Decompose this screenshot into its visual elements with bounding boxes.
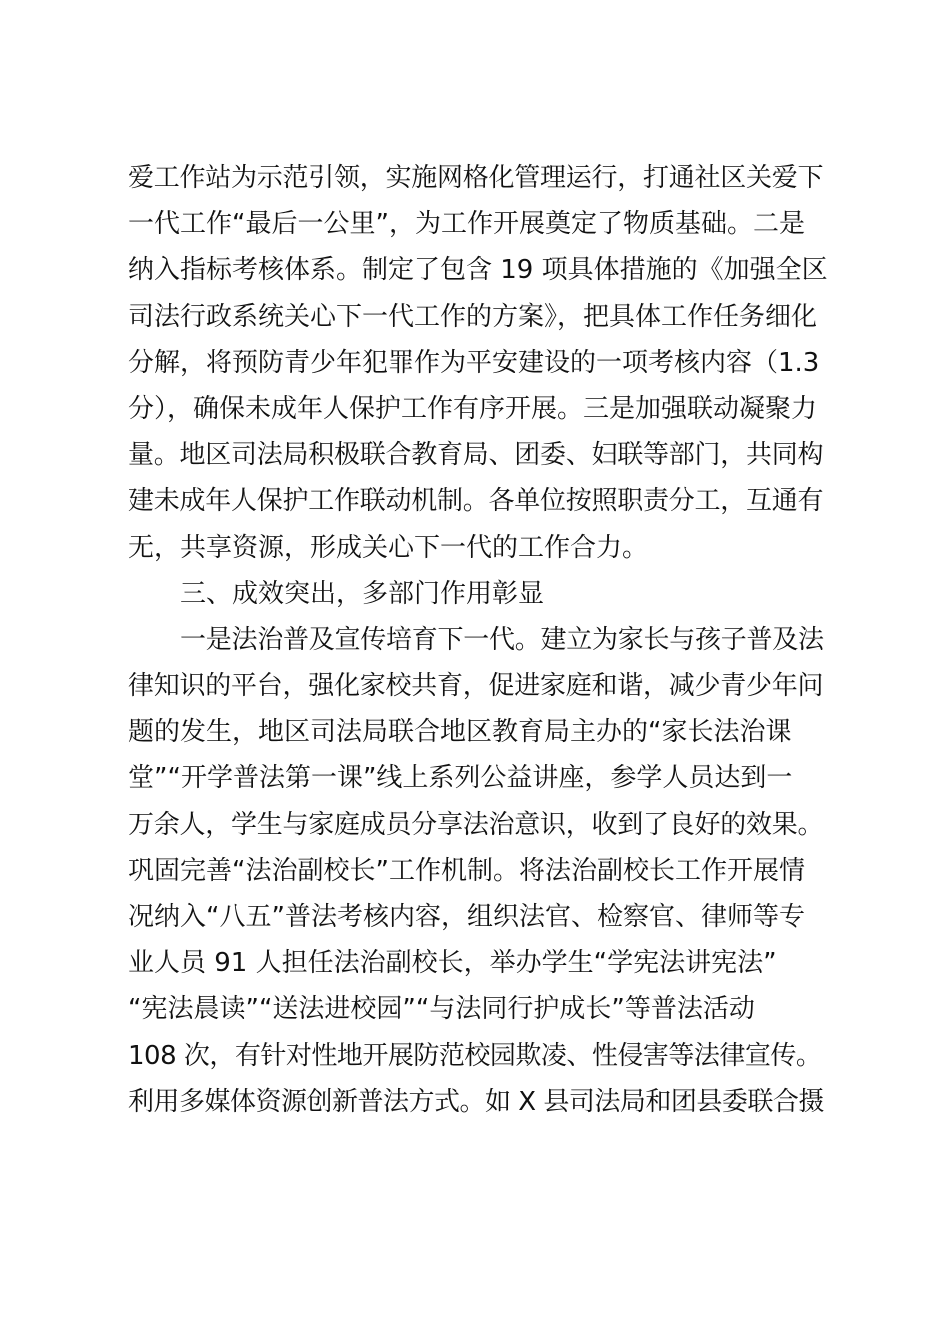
text-line: 题的发生，地区司法局联合地区教育局主办的“家长法治课 (128, 717, 792, 748)
text-line: 分解，将预防青少年犯罪作为平安建设的一项考核内容（1.3 (128, 347, 820, 378)
text-line: 巩固完善“法治副校长”工作机制。将法治副校长工作开展情 (128, 855, 805, 886)
text-line: 业人员 91 人担任法治副校长，举办学生“学宪法讲宪法” (128, 948, 777, 979)
text-line: 律知识的平台，强化家校共育，促进家庭和谐，减少青少年问 (128, 671, 824, 702)
text-line: 分），确保未成年人保护工作有序开展。三是加强联动凝聚力 (128, 393, 818, 424)
text-line: “宪法晨读”“送法进校园”“与法同行护成长”等普法活动 (128, 994, 755, 1025)
text-line: 量。地区司法局积极联合教育局、团委、妇联等部门，共同构 (128, 440, 824, 471)
text-line: 爱工作站为示范引领，实施网格化管理运行，打通社区关爱下 (128, 163, 824, 193)
text-line: 108 次，有针对性地开展防范校园欺凌、性侵害等法律宣传。 (128, 1040, 822, 1071)
text-line: 司法行政系统关心下一代工作的方案》，把具体工作任务细化 (128, 301, 818, 332)
body-text (128, 155, 828, 1125)
section-heading: 三、成效突出，多部门作用彰显 (180, 578, 545, 609)
text-line: 况纳入“八五”普法考核内容，组织法官、检察官、律师等专 (128, 902, 805, 932)
paragraph-first-line: 一是法治普及宣传培育下一代。建立为家长与孩子普及法 (180, 624, 824, 655)
text-line: 利用多媒体资源创新普法方式。如 X 县司法局和团县委联合摄 (128, 1086, 824, 1117)
text-line: 无，共享资源，形成关心下一代的工作合力。 (128, 532, 649, 563)
text-line: 建未成年人保护工作联动机制。各单位按照职责分工，互通有 (128, 486, 824, 517)
text-line: 纳入指标考核体系。制定了包含 19 项具体措施的《加强全区 (128, 255, 828, 286)
text-line: 万余人，学生与家庭成员分享法治意识，收到了良好的效果。 (128, 809, 824, 840)
text-line: 堂”“开学普法第一课”线上系列公益讲座，参学人员达到一 (128, 763, 793, 794)
text-line: 一代工作“最后一公里”，为工作开展奠定了物质基础。二是 (128, 209, 805, 240)
